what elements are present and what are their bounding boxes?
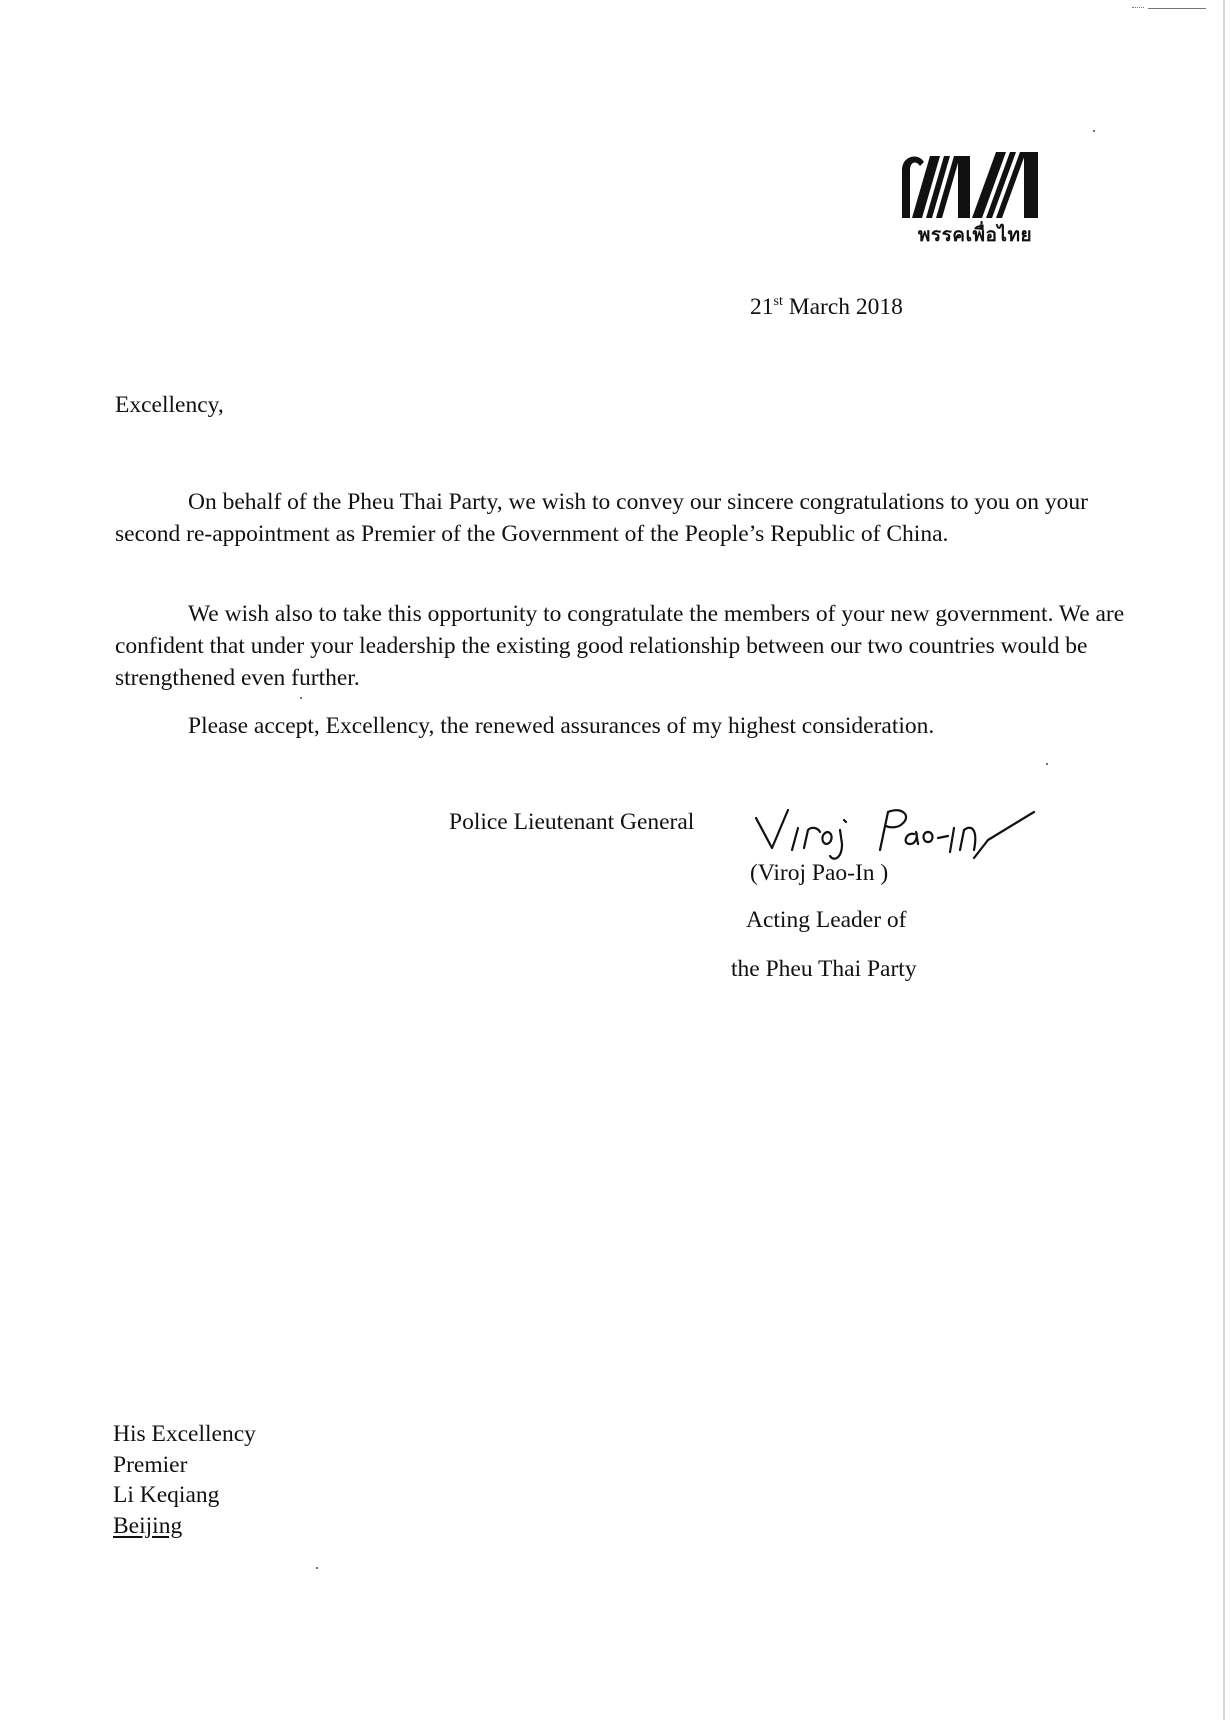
corner-mark-line: [1148, 8, 1206, 9]
body-paragraph-2: [115, 598, 1127, 694]
party-logo: [900, 148, 1050, 248]
body-paragraph-3: [115, 710, 1127, 742]
addressee-line-3: Li Keqiang: [113, 1482, 220, 1508]
signatory-name: (Viroj Pao-In ): [750, 860, 889, 886]
letter-date: [750, 291, 903, 323]
signatory-title: Police Lieutenant General: [449, 809, 695, 835]
addressee-block: [113, 1419, 256, 1541]
addressee-city: Beijing: [113, 1512, 183, 1539]
body-paragraph-1: [115, 486, 1127, 550]
date-suffix: st: [773, 294, 783, 309]
paragraph-text: Please accept, Excellency, the renewed assurances of my highest consideration.: [188, 713, 935, 739]
date-month-year: March 2018: [782, 294, 903, 320]
scan-speck: [1046, 763, 1048, 765]
addressee-line-1: His Excellency: [113, 1421, 256, 1447]
paragraph-text: On behalf of the Pheu Thai Party, we wish to convey our sincere congratulations to you on your second re-appointment as Premier of the Government of the People’s Republic of China.: [115, 489, 1088, 547]
signatory-role-line-2: the Pheu Thai Party: [731, 956, 917, 982]
signatory-role-line-1: Acting Leader of: [746, 907, 907, 933]
scan-speck: [316, 1567, 318, 1569]
salutation: Excellency,: [115, 392, 224, 418]
paragraph-text: We wish also to take this opportunity to congratulate the members of your new government. We are confident that under your leadership the existing good relationship between our two countries would be strengthened even further.: [115, 601, 1125, 691]
corner-mark: [1132, 7, 1144, 9]
page-edge: [1223, 0, 1225, 1720]
party-logo-mark: [900, 148, 1050, 220]
date-day: 21: [750, 294, 774, 320]
scan-speck: [1093, 130, 1095, 132]
scan-speck: [300, 697, 302, 699]
addressee-line-2: Premier: [113, 1451, 188, 1478]
party-logo-text: พรรคเพื่อไทย: [917, 224, 1033, 246]
